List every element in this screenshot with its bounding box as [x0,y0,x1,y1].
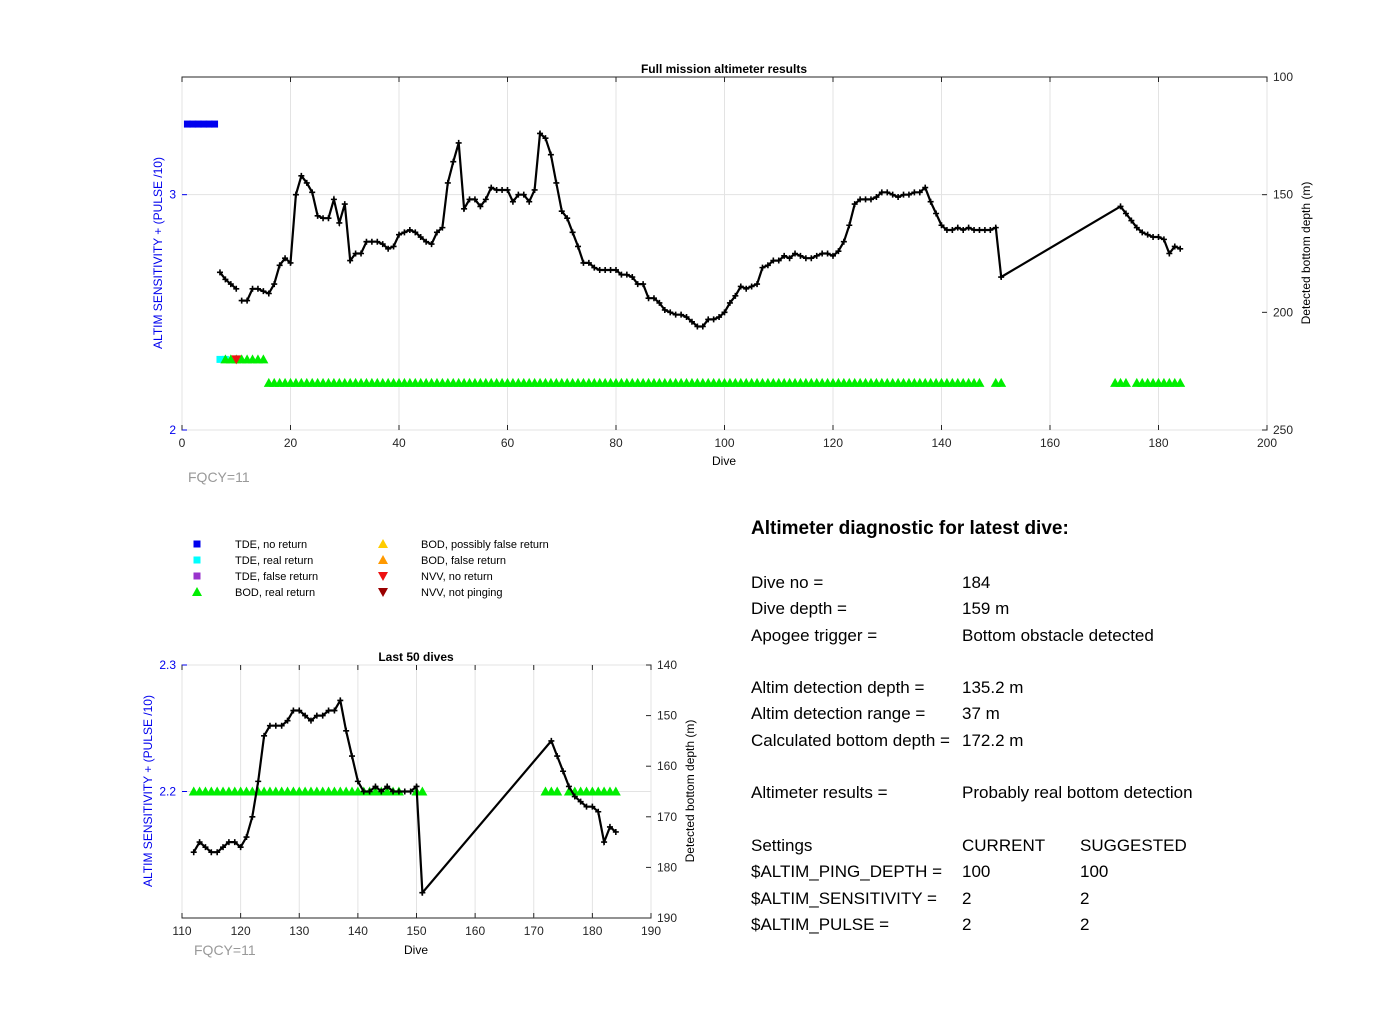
legend-square-icon [194,573,201,580]
dive-depth-value: 159 m [962,599,1010,619]
legend-triangle-down-icon [378,588,388,597]
legend-label: BOD, possibly false return [421,539,549,551]
sensitivity-row [751,886,1371,912]
detect-range-row [751,701,1371,727]
settings-header-row [751,833,1371,859]
x-tick-label: 110 [172,924,192,938]
settings-label: Settings [751,835,813,855]
x-tick-label: 0 [178,436,186,450]
ping-depth-current: 100 [962,862,991,882]
pulse-label: $ALTIM_PULSE = [751,914,890,934]
pulse-row [751,912,1371,938]
x-tick-label: 120 [230,924,251,938]
results-label: Altimeter results = [751,783,888,803]
y-right-tick-label: 250 [1273,423,1294,437]
results-row [751,780,1371,806]
legend-label: NVV, no return [421,571,493,583]
x-tick-label: 160 [1039,436,1061,450]
x-tick-label: 180 [582,924,603,938]
calc-depth-label: Calculated bottom depth = [751,730,950,750]
x-tick-label: 140 [931,436,952,450]
legend-triangle-up-icon [192,587,202,596]
ping-depth-label: $ALTIM_PING_DEPTH = [751,862,942,882]
legend-label: TDE, real return [235,555,314,567]
detect-depth-value: 135.2 m [962,678,1024,698]
left-axis-label: ALTIM SENSITIVITY + (PULSE /10) [151,157,165,349]
x-tick-label: 20 [283,436,298,450]
ping-depth-row [751,859,1371,885]
y-right-tick-label: 140 [657,658,678,672]
apogee-value: Bottom obstacle detected [962,625,1154,645]
y-right-tick-label: 180 [657,860,678,875]
y-left-tick-label: 3 [169,187,176,202]
x-axis-label: Dive [403,943,429,957]
fqcy-note: FQCY=11 [194,942,256,958]
x-tick-label: 120 [822,436,844,450]
dive-no-value: 184 [962,573,991,592]
current-header: CURRENT [962,835,1046,855]
dive-depth-label: Dive depth = [751,599,847,619]
y-right-tick-label: 150 [1273,187,1294,202]
y-left-tick-label: 2.3 [159,658,176,672]
x-tick-label: 40 [392,436,406,450]
x-tick-label: 130 [289,924,310,938]
last-50-dives-chart [141,650,697,958]
calc-depth-row [751,728,1371,754]
y-right-tick-label: 200 [1273,305,1294,320]
legend-label: BOD, real return [235,587,316,599]
legend-label: TDE, no return [235,539,308,551]
legend-square-icon [194,541,201,548]
x-axis-label: Dive [711,454,737,468]
left-axis-label: ALTIM SENSITIVITY + (PULSE /10) [141,695,155,887]
x-tick-label: 190 [640,924,662,938]
y-right-tick-label: 150 [657,708,678,723]
sensitivity-label: $ALTIM_SENSITIVITY = [751,888,937,908]
x-tick-label: 140 [347,924,368,938]
tde-marker [211,121,218,128]
legend-triangle-up-icon [378,555,388,564]
results-value: Probably real bottom detection [962,783,1193,803]
apogee-label: Apogee trigger = [751,625,878,645]
right-axis-label: Detected bottom depth (m) [683,719,697,863]
legend-square-icon [194,557,201,564]
x-tick-label: 60 [500,436,515,450]
y-right-tick-label: 100 [1273,70,1294,84]
legend-label: NVV, not pinging [421,587,503,599]
x-tick-label: 180 [1148,436,1169,450]
legend-label: BOD, false return [421,555,506,567]
x-tick-label: 200 [1256,436,1278,450]
dive-no-row [751,570,1371,596]
legend-triangle-down-icon [378,572,388,581]
detect-range-label: Altim detection range = [751,704,926,724]
detect-range-value: 37 m [962,704,1000,724]
x-tick-label: 150 [406,924,427,938]
calc-depth-value: 172.2 m [962,730,1024,750]
x-tick-label: 160 [465,924,486,938]
suggested-header: SUGGESTED [1080,835,1187,855]
y-left-tick-label: 2 [169,423,176,437]
detect-depth-label: Altim detection depth = [751,678,925,698]
y-right-tick-label: 170 [657,809,678,824]
detect-depth-row [751,675,1371,701]
apogee-row [751,623,1371,649]
chart-title: Full mission altimeter results [640,62,808,76]
dive-depth-row [751,596,1371,622]
ping-depth-suggested: 100 [1080,862,1109,882]
fqcy-note: FQCY=11 [188,469,250,485]
sensitivity-current: 2 [962,888,972,908]
diagnostic-title: Altimeter diagnostic for latest dive: [751,518,1069,539]
chart-title: Last 50 dives [378,650,454,664]
legend-label: TDE, false return [235,571,319,583]
x-tick-label: 80 [609,436,623,450]
y-right-tick-label: 190 [657,911,678,925]
y-right-tick-label: 160 [657,759,678,774]
legend-triangle-up-icon [378,539,388,548]
diagnostic-panel [751,518,1371,938]
right-axis-label: Detected bottom depth (m) [1299,181,1313,325]
pulse-suggested: 2 [1080,914,1090,934]
x-tick-label: 100 [714,436,735,450]
full-mission-chart [151,62,1313,485]
pulse-current: 2 [962,914,972,934]
dive-no-label: Dive no = [751,573,824,592]
y-left-tick-label: 2.2 [159,784,176,799]
sensitivity-suggested: 2 [1080,888,1090,908]
x-tick-label: 170 [523,924,544,938]
legend [192,539,549,599]
